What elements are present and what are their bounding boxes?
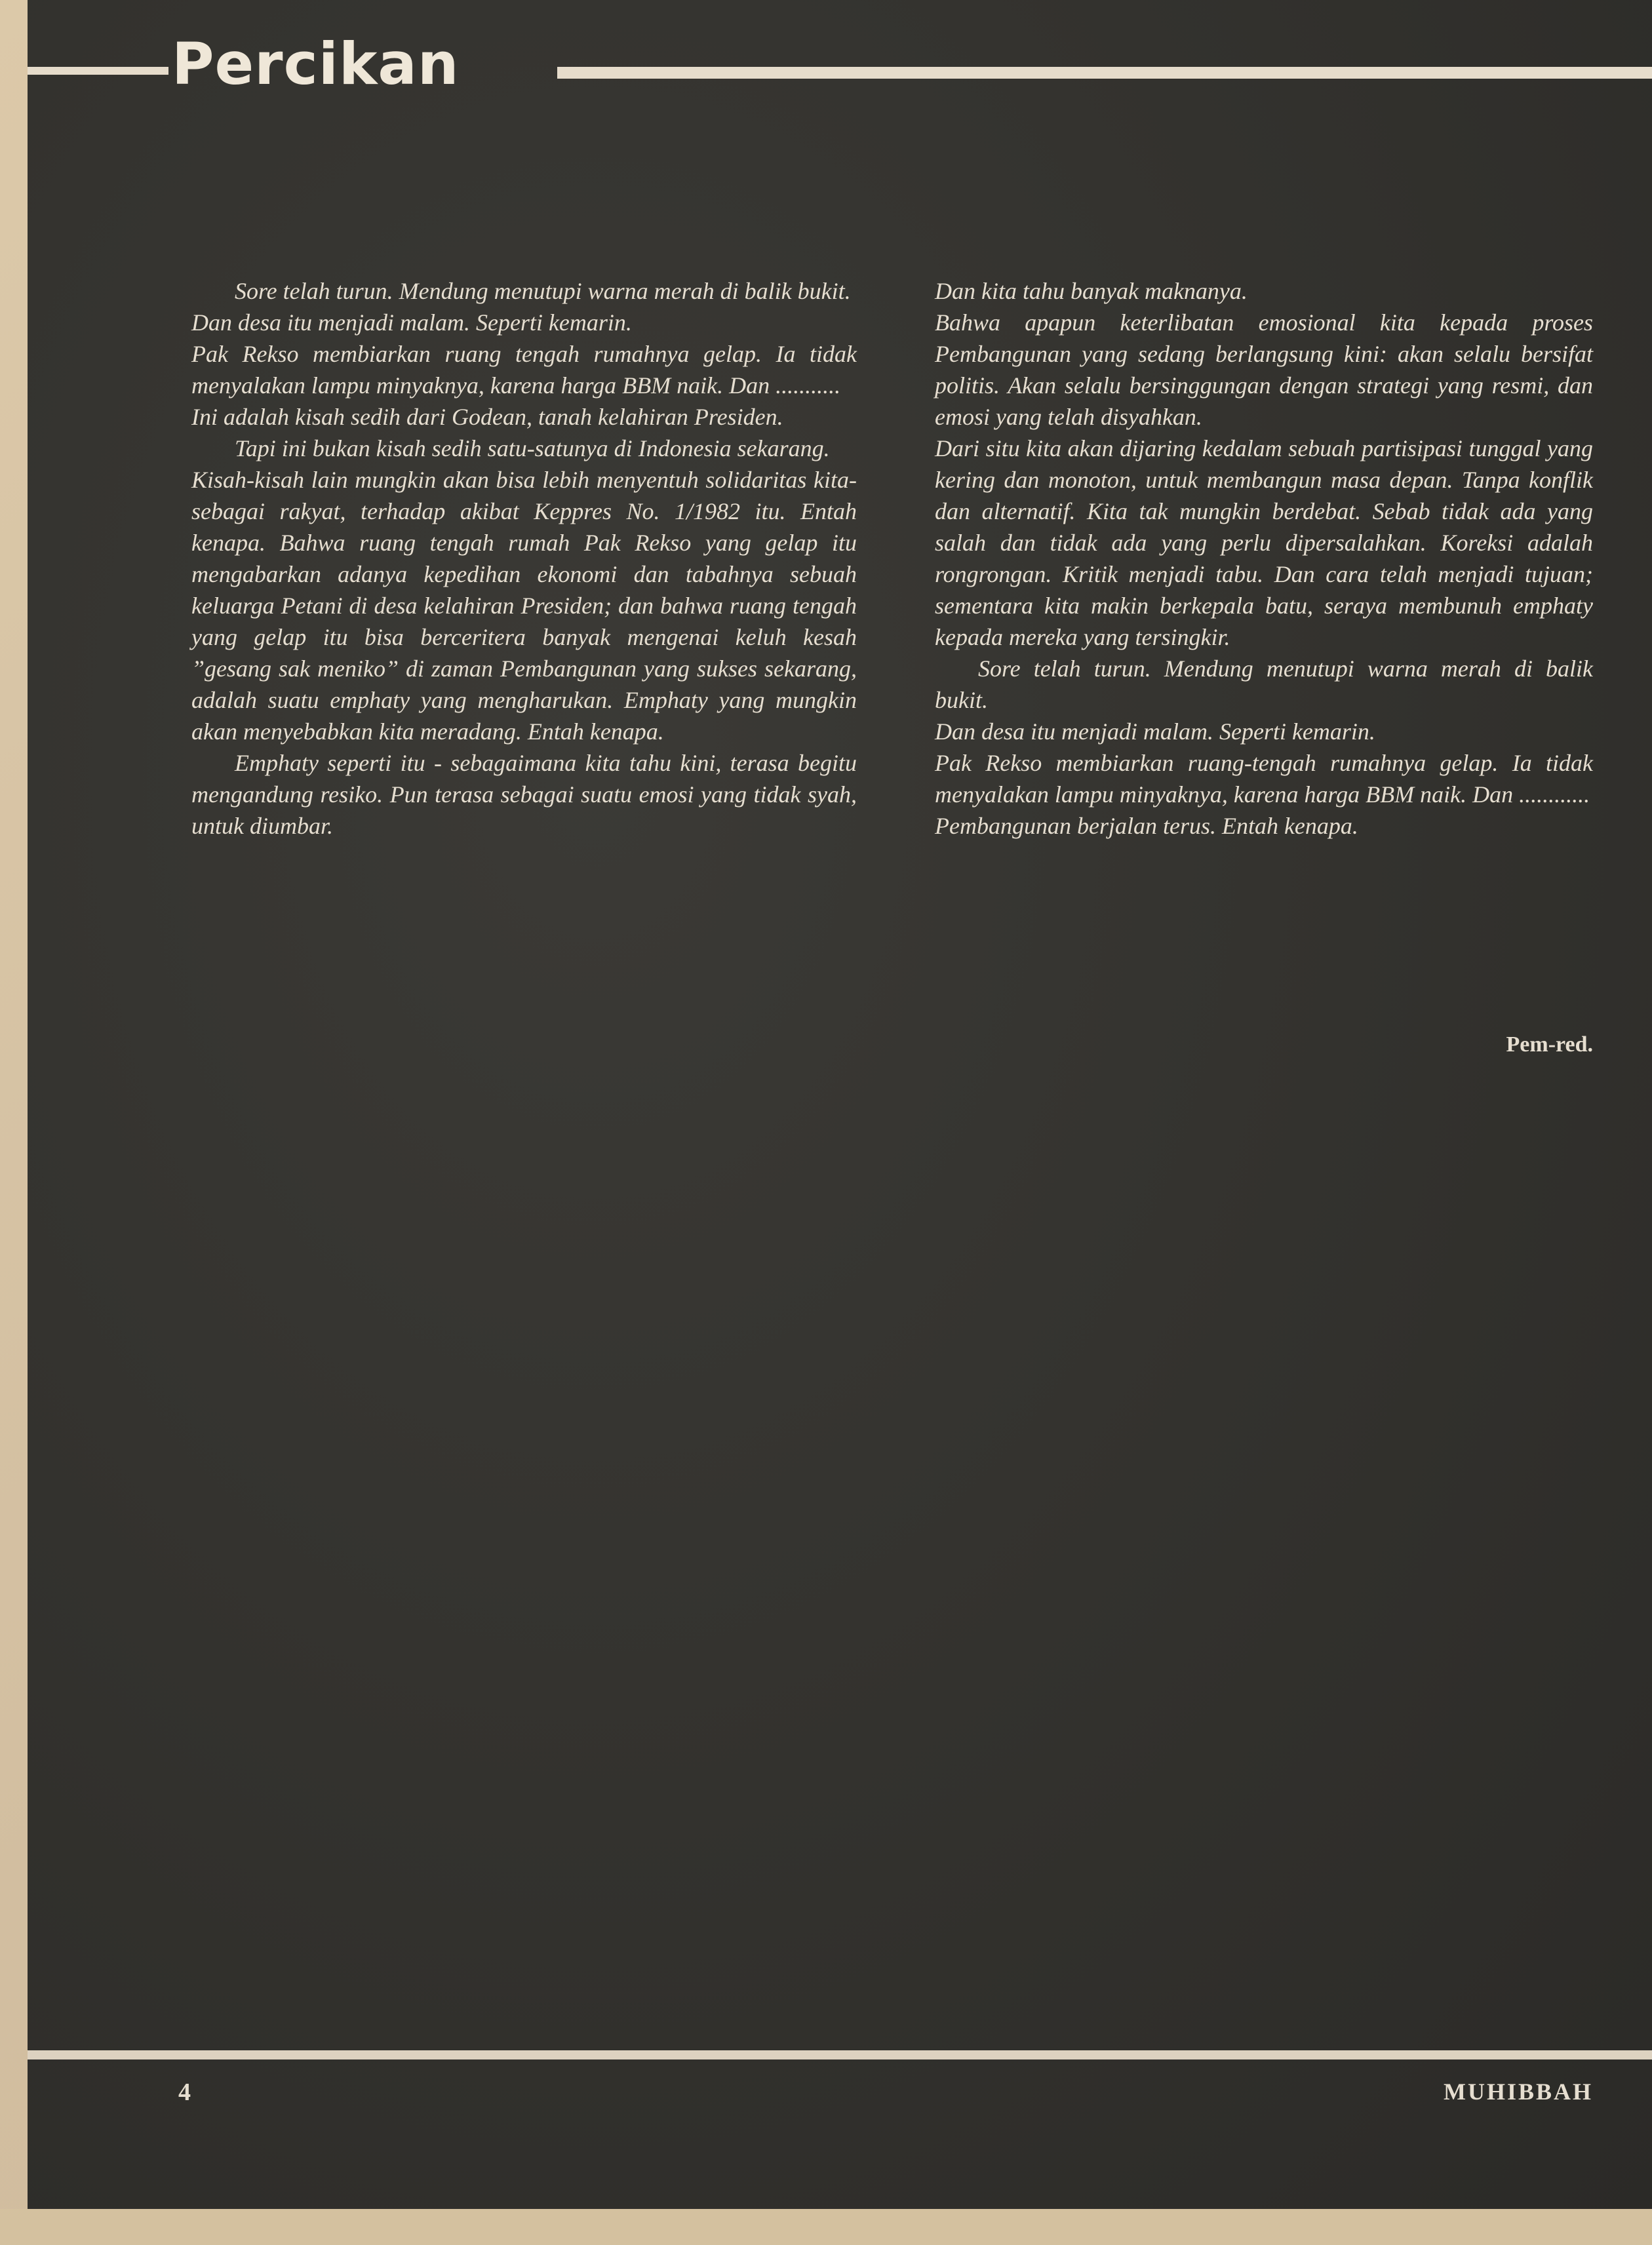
article-column-right (935, 275, 1593, 842)
paragraph: Emphaty seperti itu - sebagaimana kita tahu kini, terasa begitu mengandung resiko. Pun terasa sebagai suatu emosi yang tidak syah, untuk diumbar. (191, 750, 857, 839)
paragraph: Dan desa itu menjadi malam. Seperti kemarin. (935, 718, 1375, 745)
paragraph: Sore telah turun. Mendung menutupi warna merah di balik bukit. (935, 655, 1593, 713)
paragraph: Pembangunan berjalan terus. Entah kenapa. (935, 813, 1358, 839)
paragraph: Ini adalah kisah sedih dari Godean, tanah kelahiran Presiden. (191, 404, 783, 430)
paragraph: Dari situ kita akan dijaring kedalam sebuah partisipasi tunggal yang kering dan monoton, untuk membangun masa depan. Tanpa konflik dan alternatif. Kita tak mungkin berdebat. Sebab tidak ada yang salah dan tidak ada yang perlu dipersalahkan. Koreksi adalah rongrongan. Kritik menjadi tabu. Dan cara telah menjadi tujuan; sementara kita makin berkepala batu, seraya membunuh emphaty kepada mereka yang tersingkir. (935, 435, 1593, 650)
author-signature: Pem-red. (1506, 1032, 1593, 1057)
paragraph: Pak Rekso membiarkan ruang tengah rumahnya gelap. Ia tidak menyalakan lampu minyaknya, karena harga BBM naik. Dan ........... (191, 341, 857, 399)
title-rule-right (557, 67, 1652, 79)
paragraph: Bahwa apapun keterlibatan emosional kita kepada proses Pembangunan yang sedang berlangsung kini: akan selalu bersifat politis. Akan selalu bersinggungan dengan strategi yang resmi, dan emosi yang telah disyahkan. (935, 309, 1593, 430)
section-title: Percikan (172, 30, 460, 98)
page-number: 4 (178, 2079, 191, 2106)
paragraph: Tapi ini bukan kisah sedih satu-satunya di Indonesia sekarang. (235, 435, 830, 461)
paper-edge (0, 2209, 1652, 2245)
paragraph: Dan kita tahu banyak maknanya. (935, 278, 1248, 304)
paragraph: Kisah-kisah lain mungkin akan bisa lebih menyentuh solidaritas kita-sebagai rakyat, terhadap akibat Keppres No. 1/1982 itu. Entah kenapa. Bahwa ruang tengah rumah Pak Rekso yang gelap itu mengabarkan adanya kepedihan ekonomi dan tabahnya sebuah keluarga Petani di desa kelahiran Presiden; dan bahwa ruang tengah yang gelap itu bisa berceritera banyak mengenai keluh kesah ”gesang sak meniko” di zaman Pembangunan yang sukses sekarang, adalah suatu emphaty yang mengharukan. Emphaty yang mungkin akan menyebabkan kita meradang. Entah kenapa. (191, 467, 857, 745)
paragraph: Dan desa itu menjadi malam. Seperti kemarin. (191, 309, 632, 336)
title-rule-left (28, 67, 168, 75)
footer-rule (28, 2050, 1652, 2060)
paragraph: Pak Rekso membiarkan ruang-tengah rumahnya gelap. Ia tidak menyalakan lampu minyaknya, karena harga BBM naik. Dan ............ (935, 750, 1593, 808)
article-column-left (191, 275, 857, 842)
magazine-name: MUHIBBAH (1443, 2079, 1593, 2105)
paragraph: Sore telah turun. Mendung menutupi warna merah di balik bukit. (235, 278, 851, 304)
